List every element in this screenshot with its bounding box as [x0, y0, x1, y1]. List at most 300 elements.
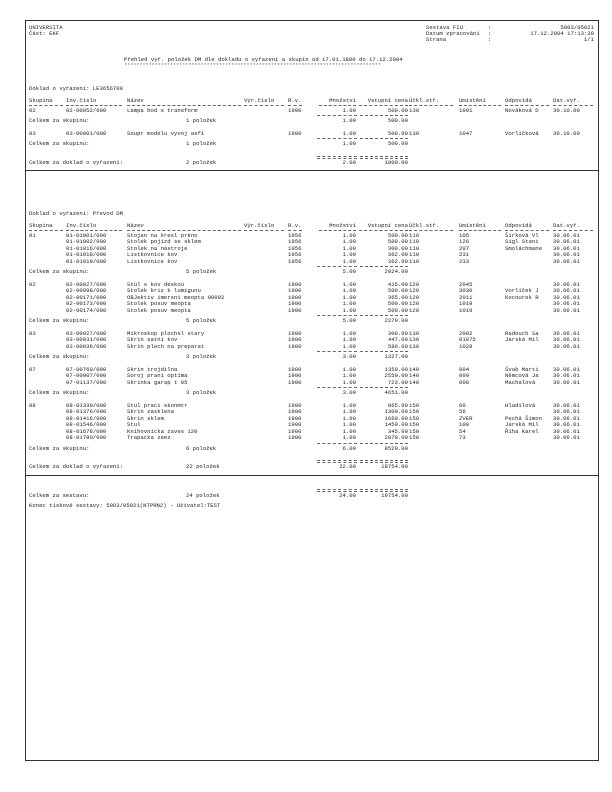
total-count: 5 položek	[186, 317, 217, 324]
column-header-underline	[459, 105, 501, 106]
cell-cost-center: 110	[409, 251, 420, 258]
cell-cost-center: 140	[409, 365, 420, 373]
column-header: Výr.číslo	[244, 222, 275, 229]
cell-year: 1956	[288, 244, 302, 252]
cell-quantity: 1.00	[342, 238, 356, 245]
cell-location: 009	[459, 372, 470, 379]
cell-quantity: 1.00	[342, 106, 356, 114]
cell-responsible: Němcová Ja	[505, 372, 539, 379]
total-label: Celkem za doklad o vyřazení:	[29, 158, 123, 166]
column-header-underline	[29, 105, 63, 106]
sum-rule	[317, 387, 357, 388]
cell-year: 1900	[288, 106, 302, 114]
column-header: Vstupní cena	[367, 97, 408, 104]
cell-year: 1900	[288, 280, 302, 288]
total-count: 1 položek	[186, 140, 217, 147]
cell-quantity: 1.00	[342, 129, 356, 137]
cell-date: 30.06.01	[553, 293, 580, 301]
cell-quantity: 1.00	[342, 251, 356, 258]
sum-rule	[360, 138, 408, 139]
cell-year: 1956	[288, 257, 302, 265]
cell-price: 500.00	[387, 306, 408, 314]
sum-rule	[317, 351, 357, 352]
cell-price: 345.00	[387, 427, 408, 435]
cell-group: 03	[29, 329, 36, 337]
cell-price: 300.00	[387, 244, 408, 252]
cell-inv-number: 07-00760/000	[66, 365, 107, 373]
cell-responsible: Nováková D	[505, 106, 539, 114]
cell-price: 362.00	[387, 257, 408, 265]
column-header-underline	[553, 105, 593, 106]
cell-name: Skrin sklem	[127, 414, 164, 422]
column-header: Umístění	[459, 97, 486, 104]
total-price: 8520.00	[384, 444, 408, 452]
total-count: 1 položek	[186, 117, 217, 124]
section-divider	[26, 170, 598, 171]
cell-cost-center: 120	[409, 300, 420, 307]
column-header: Název	[127, 222, 144, 229]
column-header-underline	[66, 230, 122, 231]
cell-responsible: Hladilová	[505, 401, 536, 409]
cell-price: 500.00	[387, 238, 408, 245]
cell-date: 30.06.01	[553, 238, 580, 245]
sum-rule	[360, 489, 408, 490]
column-header-underline	[29, 230, 63, 231]
cell-responsible: Švab Marti	[505, 365, 539, 373]
cell-inv-number: 08-01376/000	[66, 408, 107, 415]
cell-location: 2045	[459, 280, 473, 288]
cell-cost-center: 150	[409, 401, 420, 409]
report-page	[25, 20, 599, 761]
column-header: Inv.číslo	[66, 97, 97, 104]
total-label: Celkem za skupinu:	[29, 117, 90, 124]
column-header-underline	[288, 230, 302, 231]
total-count: 5 položek	[186, 268, 217, 275]
cell-name: Stolek posuv meopta	[127, 306, 191, 314]
cell-location: 1047	[459, 129, 473, 137]
cell-location: 004	[459, 365, 470, 373]
cell-date: 30.06.01	[553, 378, 580, 386]
cell-price: 365.00	[387, 293, 408, 301]
cell-date: 30.06.01	[553, 342, 580, 350]
total-quantity: 3.00	[342, 353, 356, 360]
cell-quantity: 1.00	[342, 287, 356, 294]
cell-name: Skrin zasklena	[127, 408, 174, 415]
cell-name: Stojan na kresl prkno	[127, 231, 198, 239]
column-header-underline	[359, 230, 408, 231]
cell-date: 30.06.01	[553, 365, 580, 373]
cell-year: 1900	[288, 427, 302, 435]
cell-date: 30.06.01	[553, 280, 580, 288]
column-header-underline	[459, 230, 501, 231]
total-quantity: 5.00	[342, 268, 356, 275]
cell-responsible: Šírková Vl	[505, 231, 539, 239]
column-header-underline	[244, 105, 284, 106]
total-quantity: 6.00	[342, 444, 356, 452]
cell-cost-center: 110	[409, 244, 420, 252]
column-header-underline	[409, 105, 453, 106]
column-header-underline	[66, 105, 122, 106]
total-count: 22 položek	[186, 463, 220, 470]
cell-group: 02	[29, 106, 36, 114]
cell-year: 1900	[288, 336, 302, 343]
cell-name: Stolek posuv meopta	[127, 300, 191, 307]
cell-inv-number: 01-01002/000	[66, 238, 107, 245]
cell-price: 580.00	[387, 342, 408, 350]
cell-inv-number: 02-00173/000	[66, 300, 107, 307]
cell-year: 1956	[288, 251, 302, 258]
cell-quantity: 1.00	[342, 365, 356, 373]
column-header-underline	[505, 105, 549, 106]
cell-cost-center: 120	[409, 293, 420, 301]
total-quantity: 5.00	[342, 317, 356, 324]
column-header: Název	[127, 97, 144, 104]
column-header: Množství	[329, 222, 356, 229]
sum-rule	[317, 156, 357, 157]
cell-price: 415.00	[387, 280, 408, 288]
cell-name: Stul s kov deskou	[127, 280, 185, 288]
cell-inv-number: 03-00001/000	[66, 129, 107, 137]
cell-date: 30.06.01	[553, 300, 580, 307]
cell-date: 30.06.01	[553, 306, 580, 314]
cell-inv-number: 07-00907/000	[66, 372, 107, 379]
total-count: 3 položek	[186, 389, 217, 396]
cell-responsible: Smoláchmane	[505, 244, 542, 252]
cell-cost-center: 130	[409, 336, 420, 343]
cell-year: 1900	[288, 329, 302, 337]
cell-inv-number: 02-00027/000	[66, 280, 107, 288]
sum-rule	[317, 443, 357, 444]
cell-date: 30.06.01	[553, 401, 580, 409]
cell-location: 3030	[459, 287, 473, 294]
cell-location: 01075	[459, 336, 476, 343]
cell-location: 233	[459, 257, 470, 265]
sum-rule	[360, 460, 408, 461]
cell-inv-number: 01-01018/000	[66, 251, 107, 258]
cell-inv-number: 08-01780/000	[66, 434, 107, 441]
cell-name: Lampa bod s transform	[127, 106, 198, 114]
sum-rule	[317, 489, 357, 490]
cell-name: Stolek pojizd se sklem	[127, 238, 201, 245]
total-count: 6 položek	[186, 444, 217, 452]
cell-inv-number: 02-00171/000	[66, 293, 107, 301]
cell-price: 362.00	[387, 251, 408, 258]
cell-location: 60	[459, 401, 466, 409]
total-price: 1327.00	[384, 353, 408, 360]
sum-rule	[317, 315, 357, 316]
cell-group: 03	[29, 129, 36, 137]
section-label: Doklad o vyřazení: Převod DM	[29, 210, 123, 217]
column-header-underline	[319, 230, 356, 231]
cell-quantity: 1.00	[342, 329, 356, 337]
cell-price: 1450.00	[384, 421, 408, 428]
sum-rule	[360, 266, 408, 267]
column-header-underline	[127, 105, 241, 106]
cell-location: 56	[459, 408, 466, 415]
cell-year: 1900	[288, 129, 302, 137]
cell-year: 1956	[288, 238, 302, 245]
cell-quantity: 1.00	[342, 231, 356, 239]
column-header: Odpovídá	[505, 97, 532, 104]
cell-date: 30.10.00	[553, 129, 580, 137]
sum-rule	[360, 156, 408, 157]
cell-price: 723.00	[387, 378, 408, 386]
cell-year: 1900	[288, 401, 302, 409]
cell-date: 30.06.01	[553, 414, 580, 422]
total-price: 2270.00	[384, 317, 408, 324]
cell-year: 1900	[288, 414, 302, 422]
cell-name: Soroj prani optima	[127, 372, 188, 379]
column-header-underline	[244, 230, 284, 231]
cell-quantity: 1.00	[342, 378, 356, 386]
meta-label: Datum zpracování	[426, 30, 480, 37]
column-header-underline	[505, 230, 549, 231]
cell-price: 447.00	[387, 336, 408, 343]
cell-name: Listkovnice kov	[127, 257, 178, 265]
title-underline: ************************************************************************************	[124, 62, 381, 69]
cell-date: 30.06.01	[553, 231, 580, 239]
cell-cost-center: 120	[409, 280, 420, 288]
cell-year: 1900	[288, 365, 302, 373]
cell-cost-center: 150	[409, 427, 420, 435]
meta-value: 1/1	[583, 36, 594, 43]
cell-date: 30.06.01	[553, 372, 580, 379]
cell-name: Listkovnice kov	[127, 251, 178, 258]
cell-location: 126	[459, 238, 470, 245]
cell-name: Stolek na nastroje	[127, 244, 188, 252]
column-header: Odpovídá	[505, 222, 532, 229]
cell-inv-number: 08-01330/000	[66, 401, 107, 409]
cell-name: OBJektiv imersni meopta 00002	[127, 293, 225, 301]
cell-price: 1660.00	[384, 414, 408, 422]
cell-name: Skrin trojdilna	[127, 365, 178, 373]
cell-inv-number: 02-00052/000	[66, 106, 107, 114]
cell-name: Skrin satni kov	[127, 336, 178, 343]
total-price: 18754.00	[381, 463, 408, 470]
cell-quantity: 1.00	[342, 280, 356, 288]
column-header-underline	[409, 230, 453, 231]
column-header: Dat.vyř.	[553, 222, 580, 229]
total-label: Celkem za skupinu:	[29, 268, 90, 275]
cell-responsible: Sigl Stani	[505, 238, 539, 245]
cell-price: 500.00	[387, 287, 408, 294]
cell-responsible: Machalová	[505, 378, 536, 386]
cell-price: 2870.00	[384, 434, 408, 441]
column-header-underline	[553, 230, 593, 231]
total-label: Celkem za doklad o vyřazení:	[29, 463, 123, 470]
cell-year: 1900	[288, 434, 302, 441]
cell-location: 207	[459, 244, 470, 252]
cell-quantity: 1.00	[342, 401, 356, 409]
total-price: 2024.00	[384, 268, 408, 275]
column-header: Umístění	[459, 222, 486, 229]
report-footer: Konec tiskové sestavy: 5003/05021(NTPRN2) - Uživatel:TEST	[29, 502, 221, 509]
meta-value: 17.12.2004 17:13:39	[530, 30, 594, 37]
cell-quantity: 1.00	[342, 306, 356, 314]
cell-year: 1900	[288, 408, 302, 415]
cell-quantity: 1.00	[342, 414, 356, 422]
sum-rule	[360, 387, 408, 388]
cell-date: 30.06.01	[553, 329, 580, 337]
total-label: Celkem za skupinu:	[29, 389, 90, 396]
cell-responsible: Vorlíčková	[505, 129, 539, 137]
cell-group: 01	[29, 231, 36, 239]
total-label: Celkem za skupinu:	[29, 317, 90, 324]
cell-name: Skrinka garap t 05	[127, 378, 188, 386]
total-quantity: 1.00	[342, 117, 356, 124]
cell-quantity: 1.00	[342, 342, 356, 350]
cell-year: 1900	[288, 372, 302, 379]
column-header-underline	[319, 105, 356, 106]
sum-rule	[360, 115, 408, 116]
cell-location: 54	[459, 427, 466, 435]
cell-location: 73	[459, 434, 466, 441]
cell-date: 30.06.01	[553, 427, 580, 435]
cell-price: 500.00	[387, 300, 408, 307]
cell-location: 1028	[459, 342, 473, 350]
cell-date: 30.06.01	[553, 421, 580, 428]
cell-year: 1900	[288, 378, 302, 386]
cell-group: 02	[29, 280, 36, 288]
sum-rule	[317, 460, 357, 461]
department: Část: EKF	[29, 30, 60, 37]
cell-quantity: 1.00	[342, 336, 356, 343]
cell-price: 2550.00	[384, 372, 408, 379]
column-header: Účkl.stř.	[409, 222, 440, 229]
cell-inv-number: 01-01001/000	[66, 231, 107, 239]
column-header: Skupina	[29, 222, 53, 229]
column-header: R.v.	[288, 97, 302, 104]
cell-quantity: 1.00	[342, 434, 356, 441]
cell-quantity: 1.00	[342, 372, 356, 379]
cell-year: 1900	[288, 287, 302, 294]
org-name: UNIVERSITA	[29, 24, 63, 31]
cell-responsible: Radouch Sa	[505, 329, 539, 337]
cell-location: 100	[459, 421, 470, 428]
column-header: Skupina	[29, 97, 53, 104]
total-label: Celkem za skupinu:	[29, 444, 90, 452]
cell-name: Stul	[127, 421, 141, 428]
meta-sep: :	[488, 36, 492, 43]
cell-name: Skrin plech na preparat	[127, 342, 205, 350]
cell-inv-number: 02-00174/000	[66, 306, 107, 314]
cell-price: 865.00	[387, 401, 408, 409]
cell-location: 2002	[459, 329, 473, 337]
cell-date: 30.06.01	[553, 434, 580, 441]
cell-inv-number: 08-01678/000	[66, 427, 107, 435]
cell-name: Mikroskop plochsl stary	[127, 329, 205, 337]
total-count: 3 položek	[186, 353, 217, 360]
meta-value: 5003/05021	[560, 24, 594, 31]
cell-cost-center: 120	[409, 287, 420, 294]
cell-year: 1900	[288, 421, 302, 428]
cell-cost-center: 130	[409, 342, 420, 350]
cell-cost-center: 150	[409, 421, 420, 428]
cell-price: 300.00	[387, 329, 408, 337]
cell-date: 30.06.01	[553, 257, 580, 265]
cell-cost-center: 120	[409, 306, 420, 314]
cell-name: Stul praci skonmtr	[127, 401, 188, 409]
cell-inv-number: 08-01546/000	[66, 421, 107, 428]
cell-inv-number: 07-01137/000	[66, 378, 107, 386]
cell-quantity: 1.00	[342, 408, 356, 415]
cell-name: Trapacka zeez	[127, 434, 171, 441]
cell-inv-number: 03-00031/000	[66, 336, 107, 343]
cell-inv-number: 08-01416/000	[66, 414, 107, 422]
cell-quantity: 1.00	[342, 427, 356, 435]
cell-date: 30.06.01	[553, 244, 580, 252]
total-quantity: 2.00	[342, 158, 356, 166]
cell-name: Knihovnicka zaves 120	[127, 427, 198, 435]
total-price: 19754.00	[381, 491, 408, 499]
column-header: Dat.vyř.	[553, 97, 580, 104]
total-price: 500.00	[387, 117, 408, 124]
meta-sep: :	[488, 24, 492, 31]
cell-responsible: Jarská Mil	[505, 336, 539, 343]
cell-location: 2011	[459, 293, 473, 301]
cell-location: 105	[459, 231, 470, 239]
cell-location: 1019	[459, 300, 473, 307]
sum-rule	[360, 443, 408, 444]
cell-quantity: 1.00	[342, 300, 356, 307]
cell-date: 30.10.00	[553, 106, 580, 114]
total-quantity: 1.00	[342, 140, 356, 147]
sum-rule	[360, 351, 408, 352]
column-header-underline	[288, 105, 302, 106]
cell-price: 500.00	[387, 231, 408, 239]
cell-date: 30.06.01	[553, 251, 580, 258]
cell-date: 30.06.01	[553, 336, 580, 343]
total-price: 4651.00	[384, 389, 408, 396]
total-label: Celkem za sestavu:	[29, 491, 90, 499]
total-label: Celkem za skupinu:	[29, 353, 90, 360]
column-header: Vstupní cena	[367, 222, 408, 229]
sum-rule	[317, 115, 357, 116]
cell-name: Stolek kriz k lumigunu	[127, 287, 201, 294]
cell-inv-number: 03-00027/000	[66, 329, 107, 337]
cell-group: 08	[29, 401, 36, 409]
cell-inv-number: 01-01016/000	[66, 244, 107, 252]
cell-date: 30.06.01	[553, 287, 580, 294]
meta-label: Strana	[426, 36, 447, 43]
total-price: 500.00	[387, 140, 408, 147]
cell-cost-center: 150	[409, 414, 420, 422]
total-price: 1000.00	[384, 158, 408, 166]
total-quantity: 3.00	[342, 389, 356, 396]
cell-location: 231	[459, 251, 470, 258]
cell-year: 1900	[288, 300, 302, 307]
cell-quantity: 1.00	[342, 421, 356, 428]
cell-price: 500.00	[387, 129, 408, 137]
cell-cost-center: 110	[409, 257, 420, 265]
column-header: Účkl.stř.	[409, 97, 440, 104]
cell-location: 1019	[459, 306, 473, 314]
column-header-underline	[359, 105, 408, 106]
meta-label: Sestava FIU	[426, 24, 463, 31]
cell-date: 30.06.01	[553, 408, 580, 415]
cell-cost-center: 130	[409, 106, 420, 114]
column-header: Inv.číslo	[66, 222, 97, 229]
cell-cost-center: 150	[409, 408, 420, 415]
cell-inv-number: 03-00036/000	[66, 342, 107, 350]
cell-location: ZVER	[459, 414, 473, 422]
section-divider	[26, 475, 598, 476]
cell-year: 1956	[288, 231, 302, 239]
cell-responsible: Jarská Mil	[505, 421, 539, 428]
cell-group: 07	[29, 365, 36, 373]
column-header-underline	[127, 230, 241, 231]
cell-inv-number: 01-01019/000	[66, 257, 107, 265]
